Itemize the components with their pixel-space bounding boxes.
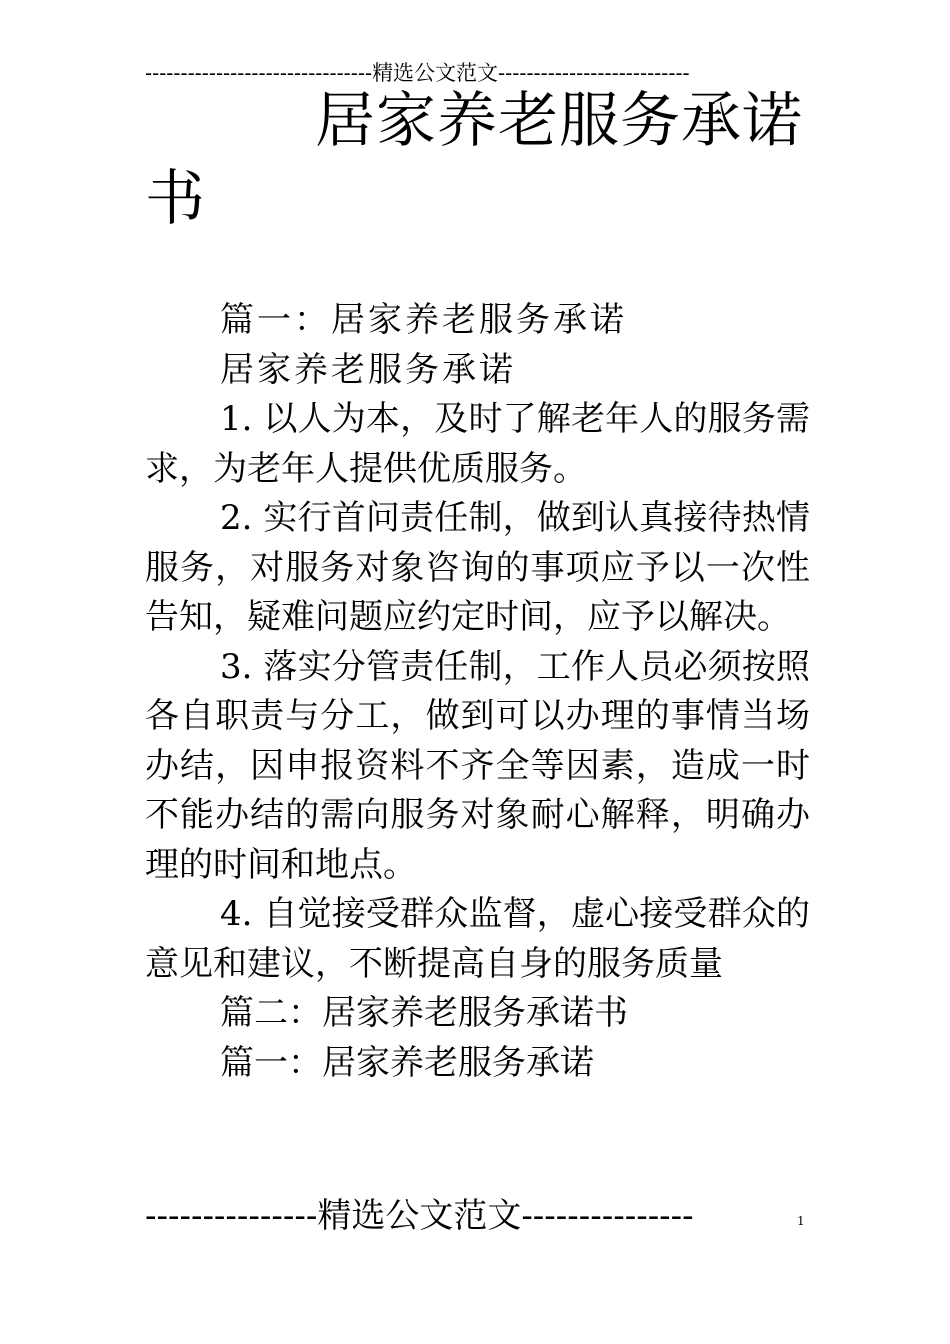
page-header: --------------------------------精选公文范文---------------------------	[145, 61, 690, 85]
paragraph-item-3: 3. 落实分管责任制，工作人员必须按照各自职责与分工，做到可以办理的事情当场办结，因申报资料不齐全等因素，造成一时不能办结的需向服务对象耐心解释，明确办理的时间和地点。	[145, 646, 810, 885]
page-footer: ---------------精选公文范文---------------	[145, 1196, 694, 1236]
paragraph-subheading: 居家养老服务承诺	[220, 349, 516, 390]
paragraph-section-heading: 篇一：居家养老服务承诺	[220, 300, 627, 340]
document-title-text: 居家养老服务承诺书	[145, 86, 803, 234]
paragraph-section-heading-3: 篇一：居家养老服务承诺	[220, 1042, 594, 1083]
paragraph-section-heading-2: 篇二：居家养老服务承诺书	[220, 993, 628, 1033]
paragraph-item-1: 1. 以人为本，及时了解老年人的服务需求，为老年人提供优质服务。	[145, 399, 810, 489]
document-body	[145, 296, 810, 1088]
paragraph-item-2: 2. 实行首问责任制，做到认真接待热情服务，对服务对象咨询的事项应予以一次性告知，疑难问题应约定时间，应予以解决。	[145, 498, 810, 637]
page-number: 1	[797, 1214, 805, 1228]
paragraph-item-4: 4. 自觉接受群众监督，虚心接受群众的意见和建议，不断提高自身的服务质量	[145, 894, 810, 984]
document-title	[145, 82, 810, 238]
